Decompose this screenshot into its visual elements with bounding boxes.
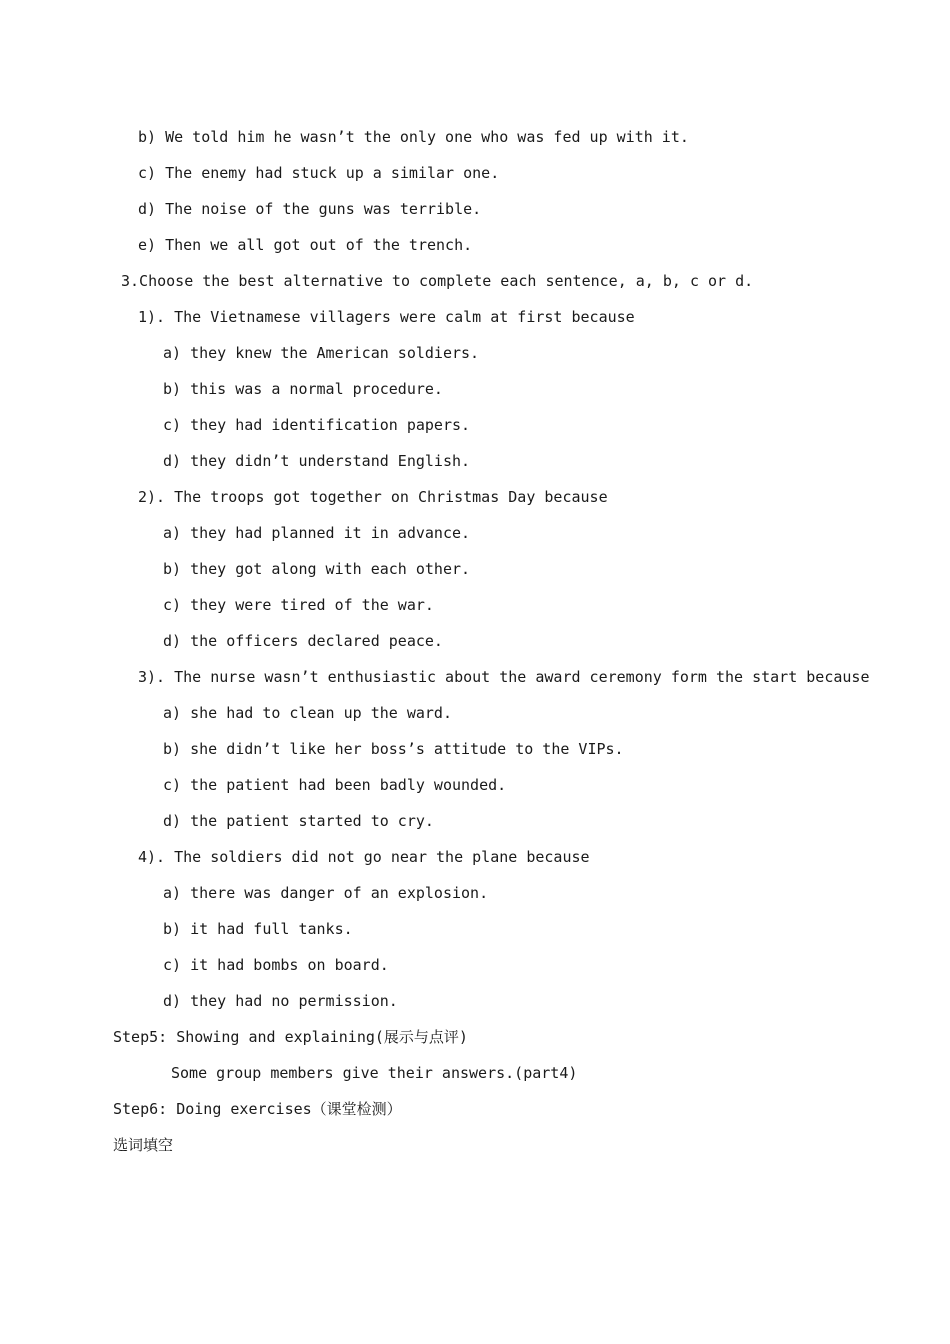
question-option: a) they had planned it in advance. — [163, 524, 471, 542]
answer-option-b: b) We told him he wasn’t the only one who was fed up with it. — [138, 128, 689, 146]
question-option: a) there was danger of an explosion. — [163, 884, 489, 902]
question-option: c) it had bombs on board. — [163, 956, 389, 974]
question-option: d) they had no permission. — [163, 992, 398, 1010]
question-option: a) they knew the American soldiers. — [163, 344, 480, 362]
step5-text: Some group members give their answers.(part4) — [171, 1064, 578, 1082]
question-option: c) they were tired of the war. — [163, 596, 434, 614]
question-option: d) the patient started to cry. — [163, 812, 434, 830]
question-option: b) she didn’t like her boss’s attitude to the VIPs. — [163, 740, 624, 758]
question-stem: 2). The troops got together on Christmas Day because — [138, 488, 608, 506]
exercise-label: 选词填空 — [113, 1136, 174, 1154]
question-option: d) they didn’t understand English. — [163, 452, 471, 470]
answer-option-c: c) The enemy had stuck up a similar one. — [138, 164, 500, 182]
step5-title: Step5: Showing and explaining(展示与点评) — [113, 1028, 468, 1046]
question-stem: 4). The soldiers did not go near the plane because — [138, 848, 590, 866]
answer-option-e: e) Then we all got out of the trench. — [138, 236, 473, 254]
question-option: c) the patient had been badly wounded. — [163, 776, 507, 794]
question-option: c) they had identification papers. — [163, 416, 471, 434]
question-stem: 1). The Vietnamese villagers were calm at first because — [138, 308, 635, 326]
question-option: b) this was a normal procedure. — [163, 380, 443, 398]
section-heading: 3.Choose the best alternative to complete each sentence, a, b, c or d. — [121, 272, 754, 290]
question-stem: 3). The nurse wasn’t enthusiastic about the award ceremony form the start because — [138, 668, 870, 686]
question-option: a) she had to clean up the ward. — [163, 704, 452, 722]
answer-option-d: d) The noise of the guns was terrible. — [138, 200, 482, 218]
question-option: b) they got along with each other. — [163, 560, 471, 578]
step6-title: Step6: Doing exercises（课堂检测） — [113, 1100, 402, 1118]
question-option: b) it had full tanks. — [163, 920, 353, 938]
question-option: d) the officers declared peace. — [163, 632, 443, 650]
